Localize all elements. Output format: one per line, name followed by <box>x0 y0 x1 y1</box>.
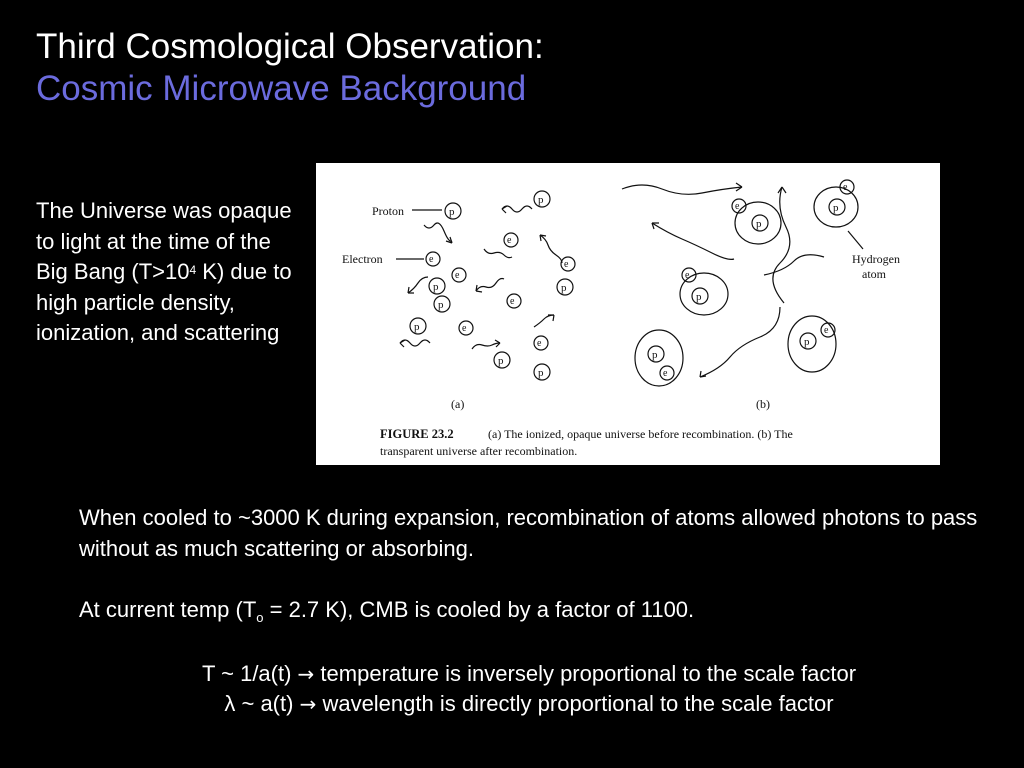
svg-text:e: e <box>735 201 740 212</box>
svg-text:p: p <box>696 291 702 303</box>
recombination-figure <box>316 163 940 465</box>
label-electron: Electron <box>342 252 383 266</box>
svg-text:e: e <box>455 270 460 281</box>
arrow-icon: → <box>299 692 317 716</box>
arrow-icon: → <box>297 661 315 686</box>
svg-text:p: p <box>804 336 810 348</box>
svg-text:p: p <box>833 202 839 214</box>
title-line-1: Third Cosmological Observation: <box>36 27 544 66</box>
left-text-part1: The Universe was opaque to light at the time of the Big Bang (T>10 <box>36 198 292 284</box>
svg-text:e: e <box>843 182 848 193</box>
svg-text:e: e <box>663 368 668 379</box>
svg-text:p: p <box>652 349 658 361</box>
svg-text:e: e <box>507 235 512 246</box>
svg-text:p: p <box>538 367 544 379</box>
left-text-superscript: 4 <box>189 263 197 277</box>
svg-text:p: p <box>756 218 762 230</box>
label-hydrogen-1: Hydrogen <box>852 252 900 266</box>
paragraph-current-temp: At current temp ($T_o = 2.7$ K), CMB is cooled by a factor of 1100. <box>79 596 695 625</box>
title-line-2: Cosmic Microwave Background <box>36 69 527 108</box>
caption-line2: transparent universe after recombination. <box>380 444 578 458</box>
svg-text:p: p <box>538 194 544 206</box>
panel-a-particles <box>400 191 575 380</box>
panel-a-label: (a) <box>451 397 465 411</box>
panel-b-atoms <box>622 180 858 386</box>
label-hydrogen-2: atom <box>862 267 886 281</box>
left-text-part2: K) due to high particle density, ionization, and scattering <box>36 259 292 345</box>
svg-text:e: e <box>685 270 690 281</box>
caption-line1: (a) The ionized, opaque universe before recombination. (b) The <box>488 427 793 441</box>
svg-text:p: p <box>433 281 439 293</box>
panel-b-label: (b) <box>756 397 770 411</box>
body-text <box>79 503 979 720</box>
svg-text:p: p <box>561 282 567 294</box>
svg-text:e: e <box>510 296 515 307</box>
paragraph-cooling: When cooled to ~3000 K during expansion, recombination of atoms allowed photons to pass without as much scattering or absorbing. <box>79 505 978 561</box>
svg-text:e: e <box>824 325 829 336</box>
svg-text:e: e <box>429 254 434 265</box>
left-paragraph <box>36 196 296 349</box>
label-proton: Proton <box>372 204 405 218</box>
svg-text:p: p <box>438 299 444 311</box>
svg-text:e: e <box>537 338 542 349</box>
svg-text:p: p <box>449 206 455 218</box>
caption-head: FIGURE 23.2 <box>380 427 454 441</box>
equation-wavelength: λ ~ a(t) → wavelength is directly proportional to the scale factor <box>224 691 834 716</box>
equation-temperature: T ~ 1/a(t) → temperature is inversely proportional to the scale factor <box>201 660 857 686</box>
svg-text:e: e <box>462 323 467 334</box>
svg-text:p: p <box>414 321 420 333</box>
svg-text:p: p <box>498 355 504 367</box>
slide-title <box>36 26 544 110</box>
svg-text:e: e <box>564 259 569 270</box>
